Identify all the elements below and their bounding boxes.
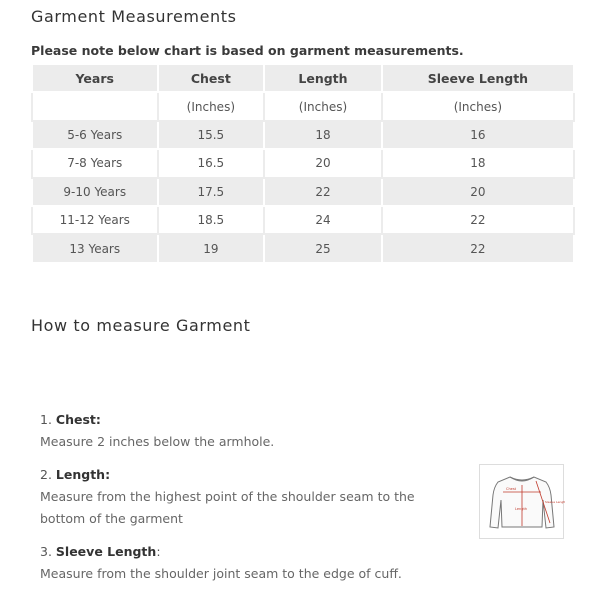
step-length [40,464,450,530]
table-cell: 5-6 Years [32,121,158,149]
table-row [32,234,574,262]
table-cell: 15.5 [158,121,265,149]
header-chest: Chest [158,64,265,92]
table-cell: 16 [382,121,574,149]
step-label: Length: [55,467,111,482]
header-sleeve-length: Sleeve Length [382,64,574,92]
table-header-row [32,64,574,92]
header-years: Years [32,64,158,92]
table-cell: 20 [264,149,382,177]
header-length: Length [264,64,382,92]
step-number: 3. [40,544,52,559]
table-cell: 25 [264,234,382,262]
chart-note: Please note below chart is based on garment measurements. [31,43,464,58]
table-cell: 22 [264,178,382,206]
table-row [32,121,574,149]
unit-cell [32,92,158,120]
table-row [32,178,574,206]
table-cell: 17.5 [158,178,265,206]
table-cell: 18.5 [158,206,265,234]
table-cell: 19 [158,234,265,262]
table-cell: 16.5 [158,149,265,177]
page-title: Garment Measurements [31,7,237,26]
svg-text:Chest: Chest [506,487,517,491]
step-chest [40,409,274,453]
how-to-measure-title: How to measure Garment [31,316,251,335]
svg-text:Length: Length [515,507,528,511]
unit-cell: (Inches) [158,92,265,120]
table-cell: 18 [382,149,574,177]
sweatshirt-measure-diagram-icon [479,464,564,539]
step-number: 1. [40,412,52,427]
table-cell: 22 [382,206,574,234]
table-row [32,149,574,177]
unit-cell: (Inches) [264,92,382,120]
table-cell: 18 [264,121,382,149]
step-colon: : [156,544,161,559]
table-units-row [32,92,574,120]
table-cell: 20 [382,178,574,206]
table-cell: 9-10 Years [32,178,158,206]
table-cell: 22 [382,234,574,262]
table-row [32,206,574,234]
step-label: Chest: [55,412,101,427]
step-description: Measure from the highest point of the shoulder seam to the bottom of the garment [40,489,415,526]
size-chart-table [31,63,575,264]
table-cell: 24 [264,206,382,234]
step-description: Measure from the shoulder joint seam to the edge of cuff. [40,566,402,581]
table-cell: 13 Years [32,234,158,262]
step-sleeve-length [40,541,402,585]
step-label: Sleeve Length [55,544,157,559]
step-description: Measure 2 inches below the armhole. [40,434,275,449]
table-cell: 7-8 Years [32,149,158,177]
svg-text:Sleeve Length: Sleeve Length [545,500,565,504]
unit-cell: (Inches) [382,92,574,120]
step-number: 2. [40,467,52,482]
table-cell: 11-12 Years [32,206,158,234]
